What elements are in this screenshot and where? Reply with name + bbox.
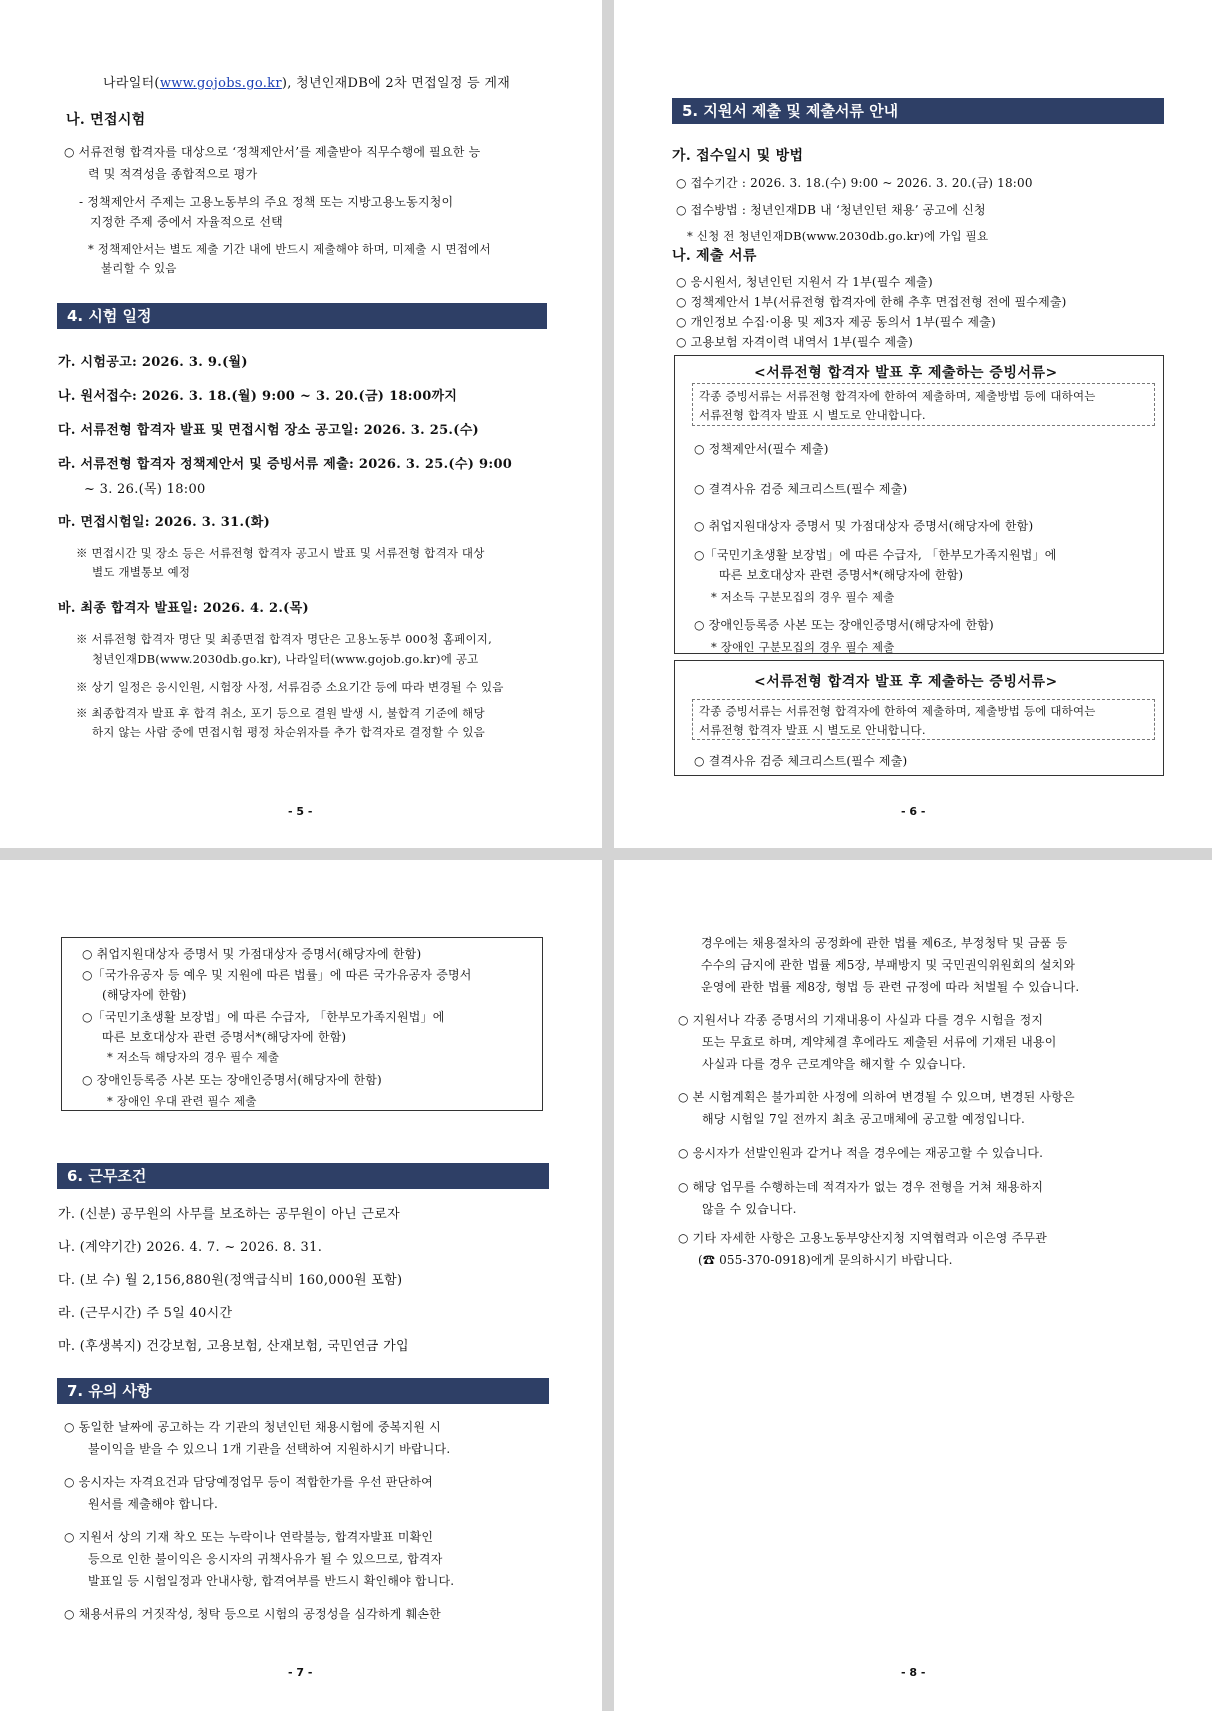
document-1: ○ 응시원서, 청년인턴 지원서 각 1부(필수 제출) [676,275,933,289]
notice-3-line3: 발표일 등 시험일정과 안내사항, 합격여부를 반드시 확인해야 합니다. [88,1574,455,1588]
continued-line1: 경우에는 채용절차의 공정화에 관한 법률 제6조, 부정청탁 및 금품 등 [701,936,1068,950]
notice-8-line2: 않을 수 있습니다. [702,1202,797,1216]
evidence-box-1-item-2: ○ 결격사유 검증 체크리스트(필수 제출) [694,482,908,496]
work-ma: 마. (후생복지) 건강보험, 고용보험, 산재보험, 국민연금 가입 [58,1339,409,1354]
section-4-title: 4. 시험 일정 [57,303,547,329]
interview-bullet-line1: ○ 서류전형 합격자를 대상으로 ‘정책제안서’를 제출받아 직무수행에 필요한 능 [64,145,481,159]
notice-9-line1: ○ 기타 자세한 사항은 고용노동부양산지청 지역협력과 이은영 주무관 [678,1231,1047,1245]
work-ra: 라. (근무시간) 주 5일 40시간 [58,1306,233,1321]
page-5 [0,0,602,848]
continued-line2: 수수의 금지에 관한 법률 제5장, 부패방지 및 국민권익위원회의 설치와 [701,958,1076,972]
work-na: 나. (계약기간) 2026. 4. 7. ~ 2026. 8. 31. [58,1240,323,1255]
evidence-box-1-note-line1: 각종 증빙서류는 서류전형 합격자에 한하여 제출하며, 제출방법 등에 대하여는 [699,389,1096,403]
evidence-box-2-title: <서류전형 합격자 발표 후 제출하는 증빙서류> [754,674,1058,690]
interview-note-line2: 불리할 수 있음 [101,261,177,275]
notice-7: ○ 응시자가 선발인원과 같거나 적을 경우에는 재공고할 수 있습니다. [678,1146,1044,1160]
schedule-ba-note1-line1: ※ 서류전형 합격자 명단 및 최종면접 합격자 명단은 고용노동부 000청 홈페이지, [76,632,492,646]
work-ga: 가. (신분) 공무원의 사무를 보조하는 공무원이 아닌 근로자 [58,1207,400,1222]
intro-line [103,72,510,91]
schedule-ma-note-line2: 별도 개별통보 예정 [92,565,191,579]
section-5-title: 5. 지원서 제출 및 제출서류 안내 [672,98,1164,124]
box-item-3-line1: ○「국민기초생활 보장법」에 따른 수급자, 「한부모가족지원법」에 [82,1010,445,1024]
notice-5-line2: 또는 무효로 하며, 계약체결 후에라도 제출된 서류에 기재된 내용이 [702,1035,1057,1049]
evidence-box-2-item-1: ○ 결격사유 검증 체크리스트(필수 제출) [694,754,908,768]
box-item-4: ○ 장애인등록증 사본 또는 장애인증명서(해당자에 한함) [82,1073,382,1087]
documents-heading: 나. 제출 서류 [672,248,757,264]
schedule-ra-line1: 라. 서류전형 합격자 정책제안서 및 증빙서류 제출: 2026. 3. 25.(수) 9:00 [58,457,513,472]
gojobs-link[interactable]: www.gojobs.go.kr [159,76,282,91]
schedule-da: 다. 서류전형 합격자 발표 및 면접시험 장소 공고일: 2026. 3. 25.(수) [58,423,479,438]
schedule-ba-note3-line1: ※ 최종합격자 발표 후 합격 취소, 포기 등으로 결원 발생 시, 불합격 기준에 해당 [76,706,485,720]
document-3: ○ 개인정보 수집·이용 및 제3자 제공 동의서 1부(필수 제출) [676,315,996,329]
continued-line3: 운영에 관한 법률 제8장, 형법 등 관련 규정에 따라 처벌될 수 있습니다. [701,980,1080,994]
schedule-ba-note3-line2: 하지 않는 사람 중에 면접시험 평정 차순위자를 추가 합격자로 결정할 수 있음 [92,725,485,739]
schedule-ba: 바. 최종 합격자 발표일: 2026. 4. 2.(목) [58,601,309,616]
document-4: ○ 고용보험 자격이력 내역서 1부(필수 제출) [676,335,914,349]
box-item-2-line1: ○「국가유공자 등 예우 및 지원에 따른 법률」에 따른 국가유공자 증명서 [82,968,472,982]
submission-method-note: * 신청 전 청년인재DB(www.2030db.go.kr)에 가입 필요 [687,229,989,243]
evidence-box-1-item-4-note: * 저소득 구분모집의 경우 필수 제출 [711,590,895,604]
evidence-box-1-item-4-line2: 따른 보호대상자 관련 증명서*(해당자에 한함) [719,568,964,582]
evidence-box-1-note-line2: 서류전형 합격자 발표 시 별도로 안내합니다. [699,408,926,422]
notice-2-line2: 원서를 제출해야 합니다. [88,1497,218,1511]
evidence-box-1-item-1: ○ 정책제안서(필수 제출) [694,442,829,456]
notice-8-line1: ○ 해당 업무를 수행하는데 적격자가 없는 경우 전형을 거쳐 채용하지 [678,1180,1044,1194]
schedule-na: 나. 원서접수: 2026. 3. 18.(월) 9:00 ~ 3. 20.(금) 18:00까지 [58,389,458,404]
notice-3-line1: ○ 지원서 상의 기재 착오 또는 누락이나 연락불능, 합격자발표 미확인 [64,1530,434,1544]
notice-5-line1: ○ 지원서나 각종 증명서의 기재내용이 사실과 다를 경우 시험을 정지 [678,1013,1044,1027]
notice-1-line1: ○ 동일한 날짜에 공고하는 각 기관의 청년인턴 채용시험에 중복지원 시 [64,1420,441,1434]
evidence-box-2-note-line2: 서류전형 합격자 발표 시 별도로 안내합니다. [699,723,926,737]
page-6 [614,0,1212,848]
schedule-ba-note1-line2: 청년인재DB(www.2030db.go.kr), 나라일터(www.gojob.go.kr)에 공고 [92,652,479,666]
intro-suffix: ), 청년인재DB에 2차 면접일정 등 게재 [281,76,511,91]
section-7-title: 7. 유의 사항 [57,1378,549,1404]
interview-bullet-line2: 력 및 적격성을 종합적으로 평가 [88,167,258,181]
box-item-4-note: * 장애인 우대 관련 필수 제출 [107,1094,257,1108]
notice-6-line1: ○ 본 시험계획은 불가피한 사정에 의하여 변경될 수 있으며, 변경된 사항은 [678,1090,1075,1104]
evidence-box-2-note-line1: 각종 증빙서류는 서류전형 합격자에 한하여 제출하며, 제출방법 등에 대하여는 [699,704,1096,718]
notice-4-line1: ○ 채용서류의 거짓작성, 청탁 등으로 시험의 공정성을 심각하게 훼손한 [64,1607,441,1621]
page-number: - 5 - [288,805,313,818]
page-8 [614,860,1212,1711]
evidence-box-1-item-3: ○ 취업지원대상자 증명서 및 가점대상자 증명서(해당자에 한함) [694,519,1034,533]
notice-2-line1: ○ 응시자는 자격요건과 담당예정업무 등이 적합한가를 우선 판단하여 [64,1475,433,1489]
document-2: ○ 정책제안서 1부(서류전형 합격자에 한해 추후 면접전형 전에 필수제출) [676,295,1067,309]
box-item-1: ○ 취업지원대상자 증명서 및 가점대상자 증명서(해당자에 한함) [82,947,422,961]
page-number: - 7 - [288,1666,313,1679]
box-item-3-note: * 저소득 해당자의 경우 필수 제출 [107,1050,280,1064]
schedule-ga: 가. 시험공고: 2026. 3. 9.(월) [58,355,248,370]
evidence-box-1-item-5-note: * 장애인 구분모집의 경우 필수 제출 [711,640,895,654]
box-item-3-line2: 따른 보호대상자 관련 증명서*(해당자에 한함) [102,1030,347,1044]
notice-6-line2: 해당 시험일 7일 전까지 최초 공고매체에 공고할 예정입니다. [702,1112,1025,1126]
box-item-2-line2: (해당자에 한함) [102,988,187,1002]
notice-1-line2: 불이익을 받을 수 있으니 1개 기관을 선택하여 지원하시기 바랍니다. [88,1442,451,1456]
evidence-box-1-item-4-line1: ○「국민기초생활 보장법」에 따른 수급자, 「한부모가족지원법」에 [694,548,1057,562]
schedule-ra-line2: ~ 3. 26.(목) 18:00 [84,482,206,497]
schedule-ba-note2: ※ 상기 일정은 응시인원, 시험장 사정, 서류검증 소요기간 등에 따라 변경될 수 있음 [76,680,504,694]
notice-9-line2: (☎ 055-370-0918)에게 문의하시기 바랍니다. [698,1253,953,1267]
interview-note-line1: * 정책제안서는 별도 제출 기간 내에 반드시 제출해야 하며, 미제출 시 면접에서 [88,242,491,256]
notice-3-line2: 등으로 인한 불이익은 응시자의 귀책사유가 될 수 있으므로, 합격자 [88,1552,443,1566]
notice-5-line3: 사실과 다를 경우 근로계약을 해지할 수 있습니다. [702,1057,966,1071]
page-number: - 8 - [901,1666,926,1679]
interview-sub-line1: - 정책제안서 주제는 고용노동부의 주요 정책 또는 지방고용노동지청이 [79,195,454,209]
submission-period: ○ 접수기간 : 2026. 3. 18.(수) 9:00 ~ 2026. 3. 20.(금) 18:00 [676,176,1033,190]
page-7 [0,860,602,1711]
intro-prefix: 나라일터( [103,76,160,91]
submission-heading: 가. 접수일시 및 방법 [672,148,804,164]
schedule-ma-note-line1: ※ 면접시간 및 장소 등은 서류전형 합격자 공고시 발표 및 서류전형 합격자 대상 [76,546,485,560]
evidence-box-1-item-5: ○ 장애인등록증 사본 또는 장애인증명서(해당자에 한함) [694,618,994,632]
interview-sub-line2: 지정한 주제 중에서 자율적으로 선택 [90,215,283,229]
schedule-ma: 마. 면접시험일: 2026. 3. 31.(화) [58,515,271,530]
interview-heading: 나. 면접시험 [66,112,146,128]
page-number: - 6 - [901,805,926,818]
work-da: 다. (보 수) 월 2,156,880원(정액급식비 160,000원 포함) [58,1273,403,1288]
submission-method: ○ 접수방법 : 청년인재DB 내 ‘청년인턴 채용’ 공고에 신청 [676,203,986,217]
section-6-title: 6. 근무조건 [57,1163,549,1189]
evidence-box-1-title: <서류전형 합격자 발표 후 제출하는 증빙서류> [754,365,1058,381]
